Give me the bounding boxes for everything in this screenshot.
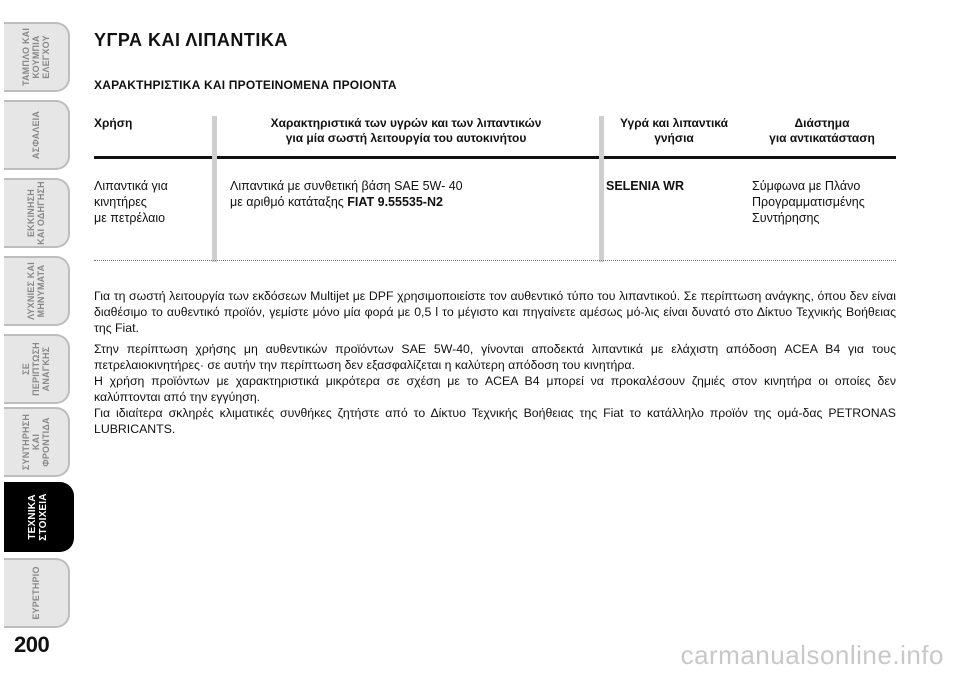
tab-index[interactable] bbox=[4, 558, 70, 628]
tab-label: ΕΚΚΙΝΗΣΗ ΚΑΙ ΟΔΗΓΗΣΗ bbox=[26, 181, 46, 245]
lubricants-table bbox=[94, 116, 896, 262]
note-line: Στην περίπτωση χρήσης μη αυθεντικών προϊόντων SAE 5W-40, γίνονται αποδεκτά λιπαντικά με ελάχιστη απόδοση ACEA B4 για τους πετρελαιοκινητήρες· σε αυτήν την περίπτωση δεν εξασφαλίζεται η καλύτερη απόδοση του κινητήρα. bbox=[94, 342, 896, 372]
cell-use: Λιπαντικά για κινητήρες με πετρέλαιο bbox=[94, 179, 168, 225]
tab-warning-lights[interactable] bbox=[4, 256, 70, 326]
tab-label: ΛΥΧΝΙΕΣ ΚΑΙ ΜΗΝΥΜΑΤΑ bbox=[26, 262, 46, 320]
fiat-spec-code: FIAT 9.55535-N2 bbox=[347, 195, 443, 209]
tab-safety[interactable] bbox=[4, 100, 70, 170]
note-paragraph: Για τη σωστή λειτουργία των εκδόσεων Multijet με DPF χρησιμοποιείστε τον αυθεντικό τύπο του λιπαντικού. Σε περίπτωση ανάγκης, όπου δεν είναι διαθέσιμο το αυθεντικό προϊόν, γεμίστε μόνο μία φορά με 0,5 l το μέγιστο και πηγαίνετε αμέσως μό-λις είναι δυνατό στο Δίκτυο Τεχνικής Βοήθειας της Fiat. bbox=[94, 289, 896, 335]
page-title: ΥΓΡΑ ΚΑΙ ΛΙΠΑΝΤΙΚΑ bbox=[94, 30, 288, 50]
tab-maintenance[interactable] bbox=[4, 407, 70, 477]
note-line: Η χρήση προϊόντων με χαρακτηριστικά μικρότερα σε σχέση με το ACEA B4 μπορεί να προκαλέσουν ζημιές στον κινητήρα οι οποίες δεν καλύπτονται από την εγγύηση. bbox=[94, 374, 896, 404]
column-genuine-fluids bbox=[602, 116, 746, 193]
header-use: Χρήση bbox=[94, 116, 133, 130]
tab-label: ΣΥΝΤΗΡΗΣΗ ΚΑΙ ΦΡΟΝΤΙΔΑ bbox=[21, 413, 51, 471]
watermark: carmanualsonline.info bbox=[680, 640, 944, 670]
chapter-sidebar bbox=[0, 0, 78, 677]
tab-label: ΕΥΡΕΤΗΡΙΟ bbox=[31, 566, 41, 620]
notes bbox=[94, 288, 896, 442]
column-interval bbox=[748, 116, 896, 225]
table-bottom-rule bbox=[94, 260, 896, 261]
section-title: ΧΑΡΑΚΤΗΡΙΣΤΙΚΑ ΚΑΙ ΠΡΟΤΕΙΝΟΜΕΝΑ ΠΡΟΙΟΝΤΑ bbox=[94, 78, 397, 92]
tab-starting-driving[interactable] bbox=[4, 178, 70, 248]
cell-genuine-fluid: SELENIA WR bbox=[606, 179, 685, 193]
header-characteristics: Χαρακτηριστικά των υγρών και των λιπαντικών για μία σωστή λειτουργία του αυτοκινήτου bbox=[270, 116, 542, 145]
tab-label: ΤΑΜΠΛΟ ΚΑΙ ΚΟΥΜΠΙΑ ΕΛΕΓΧΟΥ bbox=[21, 27, 51, 87]
tab-label: ΤΕΧΝΙΚΑ ΣΤΟΙΧΕΙΑ bbox=[27, 493, 49, 541]
page-number: 200 bbox=[14, 632, 50, 657]
tab-label: ΑΣΦΑΛΕΙΑ bbox=[31, 110, 41, 160]
header-genuine-fluids: Υγρά και λιπαντικά γνήσια bbox=[620, 116, 728, 145]
tab-emergency[interactable] bbox=[4, 334, 70, 404]
tab-label: ΣΕ ΠΕΡΙΠΤΩΣΗ ΑΝΑΓΚΗΣ bbox=[21, 342, 51, 396]
cell-characteristics bbox=[230, 178, 463, 210]
characteristics-text: Λιπαντικά με συνθετική βάση SAE 5W- 40 με αριθμό κατάταξης bbox=[230, 179, 463, 209]
header-interval: Διάστημα για αντικατάσταση bbox=[769, 116, 875, 145]
note-line: Για ιδιαίτερα σκληρές κλιματικές συνθήκες ζητήστε από το Δίκτυο Τεχνικής Βοήθειας της Fiat το κατάλληλο προϊόν της ομά-δας PETRONAS LUBRICANTS. bbox=[94, 406, 896, 436]
tab-dashboard-controls[interactable] bbox=[4, 22, 70, 92]
tab-technical-specs[interactable] bbox=[4, 482, 74, 552]
column-use bbox=[94, 116, 206, 225]
note-paragraph bbox=[94, 341, 896, 437]
column-characteristics bbox=[214, 116, 598, 209]
cell-interval: Σύμφωνα με Πλάνο Προγραμματισμένης Συντήρησης bbox=[752, 179, 865, 225]
